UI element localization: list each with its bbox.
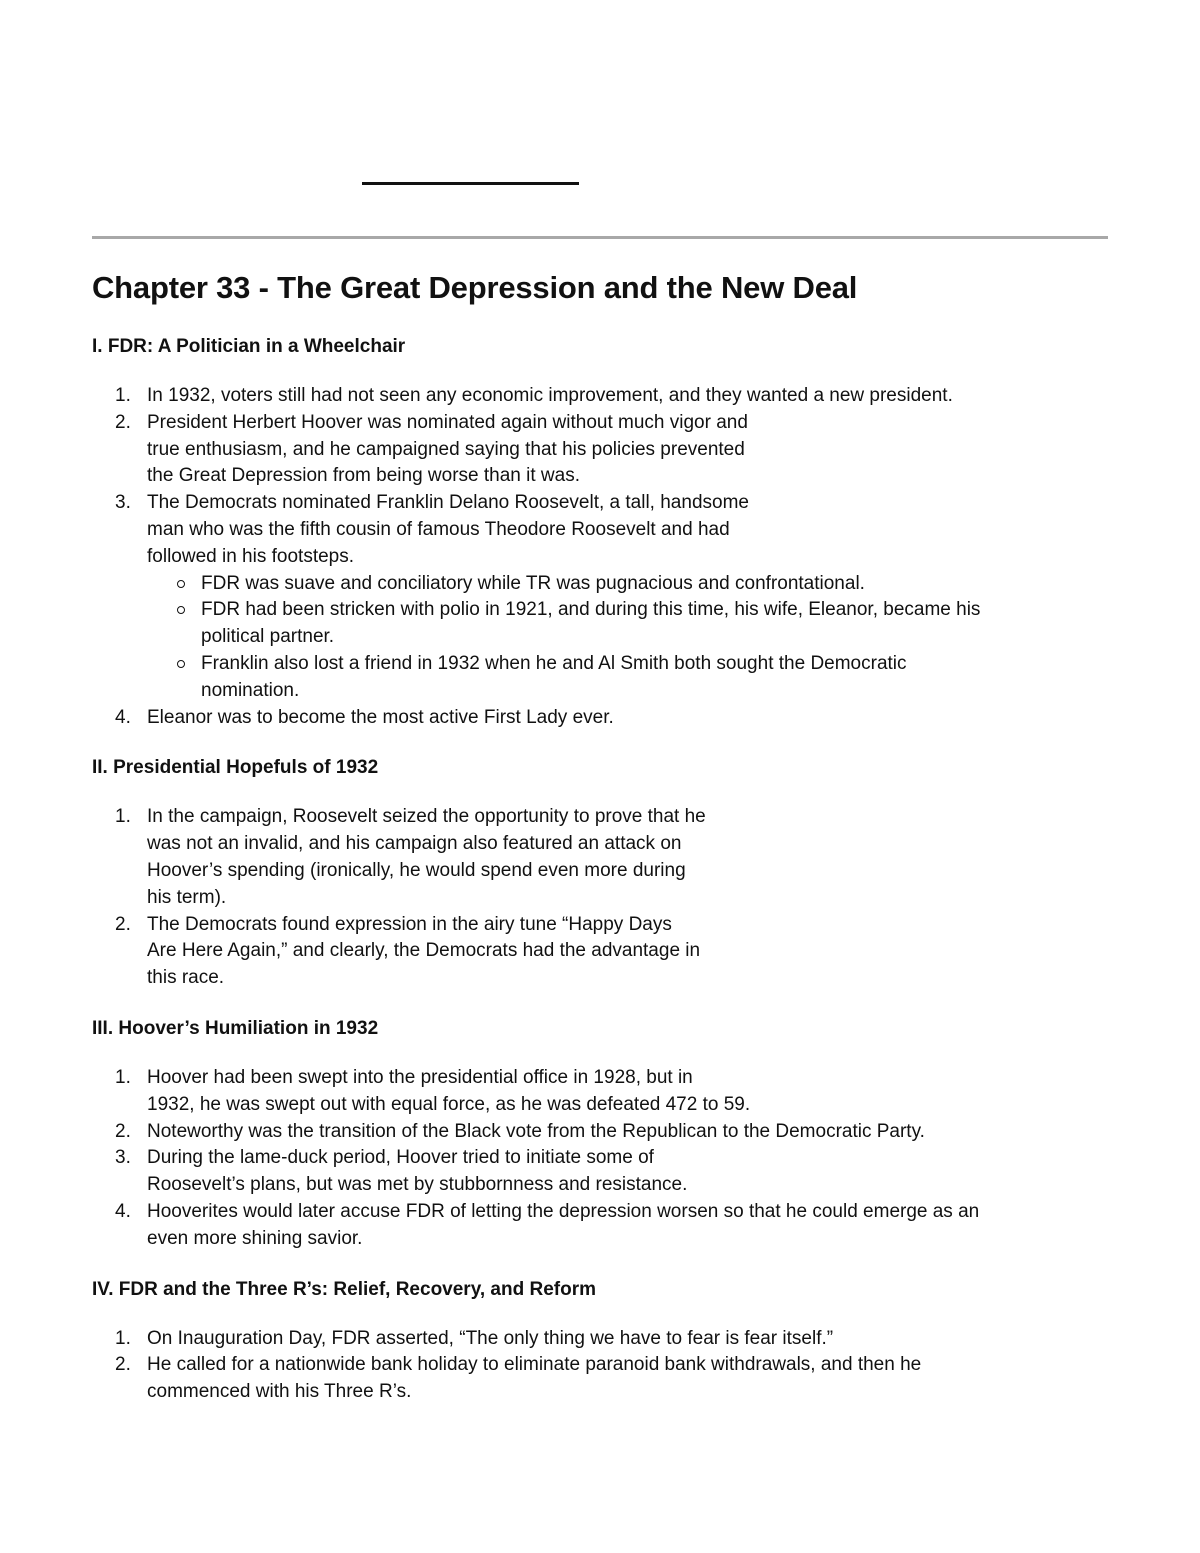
item-text-line: President Herbert Hoover was nominated again without much vigor and — [147, 411, 748, 433]
item-number: 2. — [115, 1120, 131, 1142]
list-item — [92, 490, 1108, 570]
item-number: 4. — [115, 1200, 131, 1222]
item-text-line: In the campaign, Roosevelt seized the opportunity to prove that he — [147, 806, 706, 828]
page-title: Chapter 33 - The Great Depression and the New Deal — [92, 270, 858, 305]
section-heading: I. FDR: A Politician in a Wheelchair — [92, 336, 406, 357]
section-list — [92, 1065, 1108, 1253]
list-item — [92, 1119, 1108, 1146]
list-item — [92, 410, 1108, 490]
item-text-line: The Democrats found expression in the airy tune “Happy Days — [147, 913, 672, 935]
item-number: 4. — [115, 706, 131, 728]
item-number: 3. — [115, 1147, 131, 1169]
item-text-line: true enthusiasm, and he campaigned saying that his policies prevented — [147, 438, 745, 460]
item-text-line: Eleanor was to become the most active First Lady ever. — [147, 706, 614, 728]
section-list-continued — [92, 705, 1108, 732]
sub-item-text-line: political partner. — [201, 626, 335, 648]
item-text-line: the Great Depression from being worse than it was. — [147, 465, 580, 487]
section-3 — [92, 1016, 1108, 1253]
hollow-circle-bullet-icon — [177, 606, 185, 614]
item-text-line: even more shining savior. — [147, 1227, 363, 1249]
section-2 — [92, 755, 1108, 992]
item-text-line: followed in his footsteps. — [147, 545, 355, 567]
item-text-line: Hoover’s spending (ironically, he would spend even more during — [147, 859, 686, 881]
item-text-line: The Democrats nominated Franklin Delano Roosevelt, a tall, handsome — [147, 492, 749, 514]
list-item — [92, 804, 1108, 911]
item-text-line: was not an invalid, and his campaign also featured an attack on — [147, 833, 682, 855]
item-text-line: On Inauguration Day, FDR asserted, “The only thing we have to fear is fear itself.” — [147, 1327, 834, 1349]
sub-item-text-line: nomination. — [201, 679, 300, 701]
item-text-line: Hooverites would later accuse FDR of letting the depression worsen so that he could emerge as an — [147, 1200, 980, 1222]
item-text-line: 1932, he was swept out with equal force, as he was defeated 472 to 59. — [147, 1093, 751, 1115]
item-number: 1. — [115, 1066, 131, 1088]
item-text-line: commenced with his Three R’s. — [147, 1381, 412, 1403]
hollow-circle-bullet-icon — [177, 660, 185, 668]
header-divider — [92, 236, 1108, 239]
section-1 — [92, 334, 1108, 731]
item-text-line: During the lame-duck period, Hoover tried to initiate some of — [147, 1147, 654, 1169]
item-text-line: Roosevelt’s plans, but was met by stubbornness and resistance. — [147, 1174, 688, 1196]
item-text-line: Hoover had been swept into the presidential office in 1928, but in — [147, 1066, 693, 1088]
list-item — [92, 1326, 1108, 1353]
item-number: 2. — [115, 1354, 131, 1376]
item-text-line: this race. — [147, 967, 225, 989]
hollow-circle-bullet-icon — [177, 580, 185, 588]
item-text-line: his term). — [147, 886, 227, 908]
list-item — [92, 1199, 1108, 1253]
item-number: 2. — [115, 913, 131, 935]
item-number: 1. — [115, 806, 131, 828]
section-heading: IV. FDR and the Three R’s: Relief, Recovery, and Reform — [92, 1278, 596, 1300]
list-item — [92, 705, 1108, 732]
item-number: 1. — [115, 1327, 131, 1349]
sub-item-text-line: FDR was suave and conciliatory while TR was pugnacious and confrontational. — [201, 572, 865, 594]
list-item — [92, 912, 1108, 992]
list-item — [92, 1145, 1108, 1199]
section-list — [92, 1326, 1108, 1406]
list-item — [92, 1352, 1108, 1406]
sub-list — [92, 571, 1108, 705]
section-heading: II. Presidential Hopefuls of 1932 — [92, 757, 379, 779]
item-number: 3. — [115, 492, 131, 514]
section-list — [92, 383, 1108, 571]
item-number: 2. — [115, 411, 131, 433]
name-blank-line — [362, 182, 579, 185]
item-text-line: man who was the fifth cousin of famous Theodore Roosevelt and had — [147, 518, 730, 540]
sub-list-item — [147, 571, 1108, 598]
document-content — [92, 268, 1108, 1406]
sub-list-item — [147, 597, 1108, 651]
section-list — [92, 804, 1108, 992]
sub-list-item — [147, 651, 1108, 705]
item-number: 1. — [115, 385, 131, 406]
item-text-line: In 1932, voters still had not seen any economic improvement, and they wanted a new president. — [147, 385, 953, 406]
section-4 — [92, 1277, 1108, 1406]
list-item — [92, 383, 1108, 410]
item-text-line: Are Here Again,” and clearly, the Democrats had the advantage in — [147, 940, 701, 962]
item-text-line: He called for a nationwide bank holiday to eliminate paranoid bank withdrawals, and then he — [147, 1354, 922, 1376]
sub-item-text-line: Franklin also lost a friend in 1932 when he and Al Smith both sought the Democratic — [201, 652, 907, 674]
list-item — [92, 1065, 1108, 1119]
item-text-line: Noteworthy was the transition of the Black vote from the Republican to the Democratic Party. — [147, 1120, 925, 1142]
section-heading: III. Hoover’s Humiliation in 1932 — [92, 1017, 379, 1039]
sub-item-text-line: FDR had been stricken with polio in 1921, and during this time, his wife, Eleanor, became his — [201, 599, 981, 621]
